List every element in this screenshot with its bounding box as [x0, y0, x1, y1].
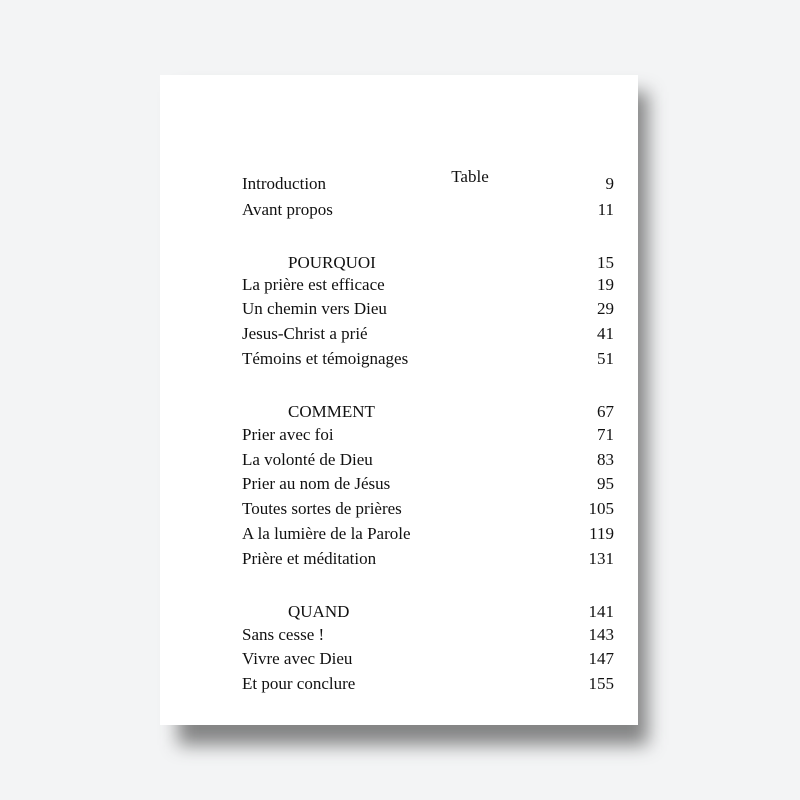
toc-section-heading [242, 252, 614, 274]
toc-entry [242, 199, 614, 221]
toc-section-heading [242, 401, 614, 423]
toc-entry-page: 29 [597, 299, 614, 318]
toc-section-label: QUAND [288, 602, 350, 621]
toc-entry [242, 173, 614, 195]
toc-entry-page: 105 [588, 499, 614, 518]
toc-entry [242, 673, 614, 695]
toc-entry-label: Introduction [242, 174, 327, 193]
toc-section-label: COMMENT [288, 402, 375, 421]
toc-entry-label: Avant propos [242, 200, 333, 219]
toc-entry [242, 648, 614, 670]
toc-entry-label: Et pour conclure [242, 674, 356, 693]
toc-entry-page: 11 [597, 200, 614, 219]
toc-entry [242, 298, 614, 320]
toc-entry-label: Témoins et témoignages [242, 349, 409, 368]
toc-entry-page: 9 [605, 174, 614, 193]
toc-entry [242, 624, 614, 646]
toc-entry [242, 498, 614, 520]
toc-entry [242, 523, 614, 545]
toc-entry-label: A la lumière de la Parole [242, 524, 411, 543]
toc-section-page: 67 [597, 402, 614, 421]
toc-entry-label: Prier au nom de Jésus [242, 474, 391, 493]
toc-section-page: 141 [588, 602, 614, 621]
toc-entry [242, 348, 614, 370]
toc-entry-page: 41 [597, 324, 614, 343]
toc-section-page: 15 [597, 253, 614, 272]
toc-entry [242, 323, 614, 345]
toc-entry [242, 274, 614, 296]
book-page [160, 75, 638, 725]
toc-entry-label: Prier avec foi [242, 425, 334, 444]
toc-entry-label: Sans cesse ! [242, 625, 325, 644]
toc-section-label: POURQUOI [288, 253, 376, 272]
toc-entry-page: 51 [597, 349, 614, 368]
toc-entry-label: Un chemin vers Dieu [242, 299, 387, 318]
toc-entry [242, 449, 614, 471]
toc-entry-label: Toutes sortes de prières [242, 499, 402, 518]
toc-entry-page: 95 [597, 474, 614, 493]
toc-entry-page: 131 [588, 549, 614, 568]
toc-entry-page: 119 [589, 524, 614, 543]
toc-entry-label: Jesus-Christ a prié [242, 324, 368, 343]
toc-entry-label: Prière et méditation [242, 549, 377, 568]
toc-section-heading [242, 601, 614, 623]
page-title: Table [451, 167, 489, 186]
toc-entry-label: La volonté de Dieu [242, 450, 373, 469]
toc-entry-page: 147 [588, 649, 614, 668]
toc-entry [242, 424, 614, 446]
toc-entry-page: 83 [597, 450, 614, 469]
toc-entry-page: 71 [597, 425, 614, 444]
toc-entry-page: 143 [588, 625, 614, 644]
toc-entry [242, 473, 614, 495]
toc-entry-page: 19 [597, 275, 614, 294]
toc-entry-label: Vivre avec Dieu [242, 649, 353, 668]
toc-entry-page: 155 [588, 674, 614, 693]
toc-entry-label: La prière est efficace [242, 275, 385, 294]
toc-entry [242, 548, 614, 570]
